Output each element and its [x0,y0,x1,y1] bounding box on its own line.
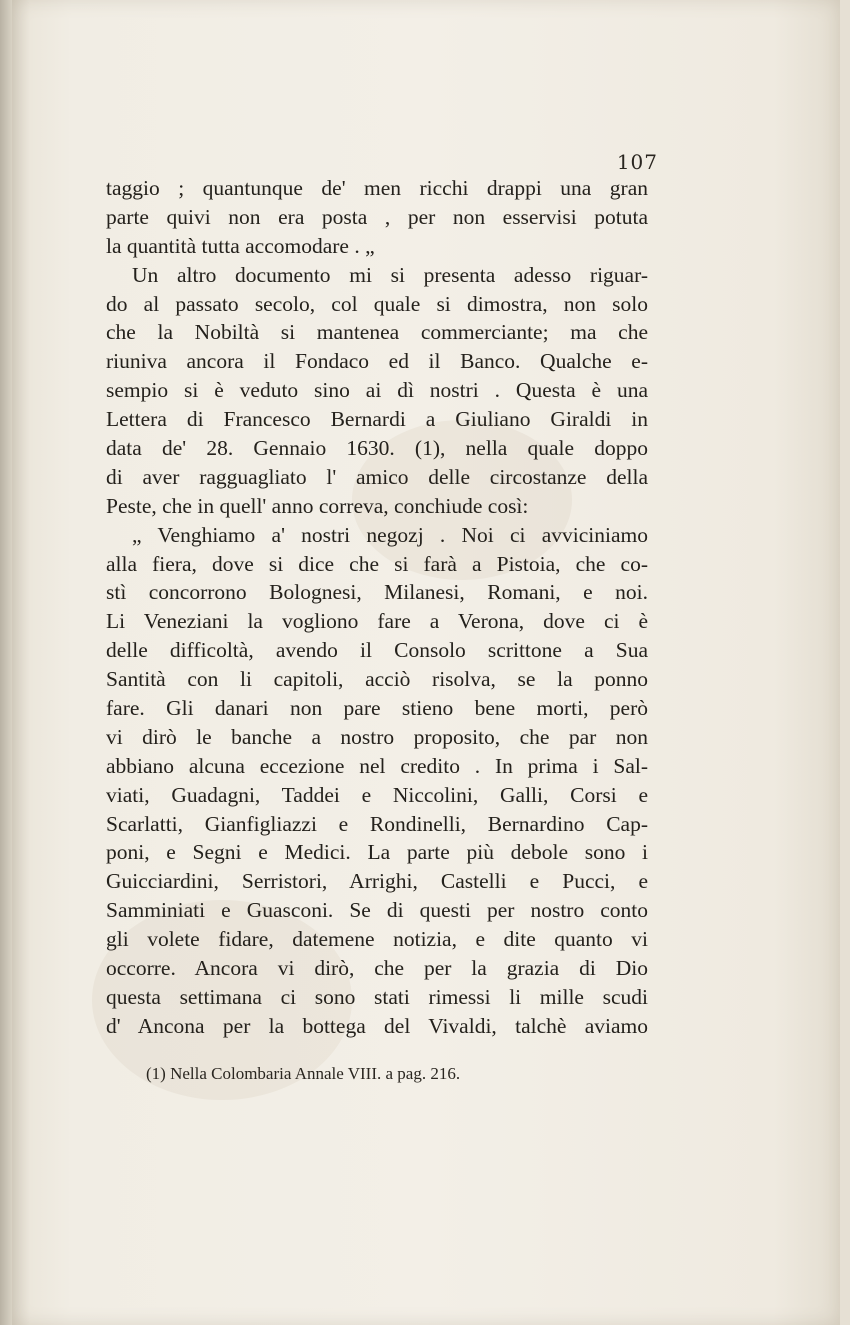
text-line: vi dirò le banche a nostro proposito, che par non [106,724,648,749]
text-line: data de' 28. Gennaio 1630. (1), nella quale doppo [106,436,648,461]
text-line: Lettera di Francesco Bernardi a Giuliano Giraldi in [106,407,648,432]
text-line: Santità con li capitoli, acciò risolva, se la ponno [106,667,648,692]
text-line: di aver ragguagliato l' amico delle circostanze della [106,464,648,489]
text-line: parte quivi non era posta , per non esservisi potuta [106,204,648,229]
body-text [106,174,648,1041]
text-line: d' Ancona per la bottega del Vivaldi, talchè aviamo [106,1013,648,1038]
text-line: che la Nobiltà si mantenea commerciante; ma che [106,320,648,345]
text-line: abbiano alcuna eccezione nel credito . In prima i Sal- [106,753,648,778]
text-line: viati, Guadagni, Taddei e Niccolini, Galli, Corsi e [106,782,648,807]
page-binding-edge [0,0,12,1325]
text-line: taggio ; quantunque de' men ricchi drappi una gran [106,176,648,200]
text-line: la quantità tutta accomodare . „ [106,233,375,258]
text-line: delle difficoltà, avendo il Consolo scrittone a Sua [106,638,648,663]
text-line: fare. Gli danari non pare stieno bene morti, però [106,696,648,721]
text-line: stì concorrono Bolognesi, Milanesi, Romani, e noi. [106,580,648,605]
text-line: sempio si è veduto sino ai dì nostri . Questa è una [106,378,648,403]
text-line: „ Venghiamo a' nostri negozj . Noi ci avviciniamo [132,522,648,547]
text-line: Un altro documento mi si presenta adesso riguar- [132,262,648,287]
text-line: occorre. Ancora vi dirò, che per la grazia di Dio [106,956,648,981]
text-line: poni, e Segni e Medici. La parte più debole sono i [106,840,648,865]
text-line: gli volete fidare, datemene notizia, e dite quanto vi [106,927,648,952]
footnote: (1) Nella Colombaria Annale VIII. a pag. 216. [146,1064,461,1083]
text-line: Scarlatti, Gianfigliazzi e Rondinelli, Bernardino Cap- [106,811,648,836]
text-line: questa settimana ci sono stati rimessi li mille scudi [106,984,648,1009]
text-line: Samminiati e Guasconi. Se di questi per nostro conto [106,898,648,923]
text-line: Li Veneziani la vogliono fare a Verona, dove ci è [106,609,648,634]
text-line: riuniva ancora il Fondaco ed il Banco. Qualche e- [106,349,648,374]
text-line: Guicciardini, Serristori, Arrighi, Castelli e Pucci, e [106,869,648,894]
page-number: 107 [616,150,658,174]
text-line: Peste, che in quell' anno correva, conchiude così: [106,493,529,518]
text-line: alla fiera, dove si dice che si farà a Pistoia, che co- [106,551,648,576]
text-line: do al passato secolo, col quale si dimostra, non solo [106,291,648,316]
